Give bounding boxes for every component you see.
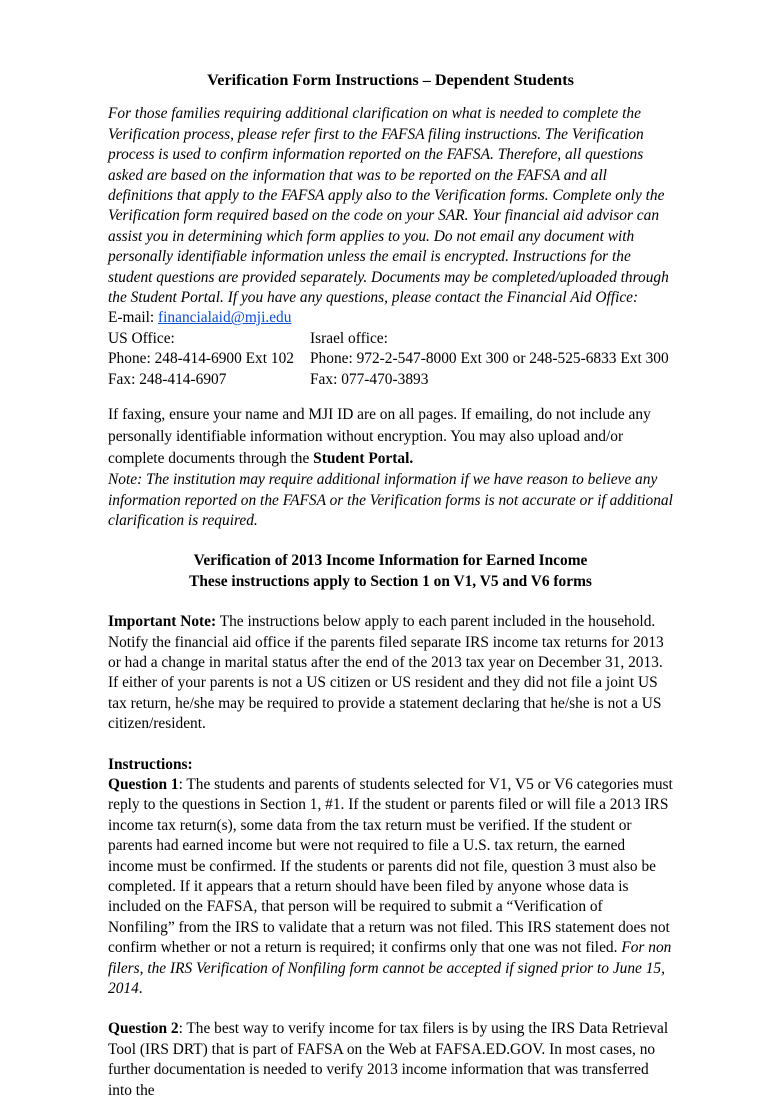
section-heading-line1: Verification of 2013 Income Information for Earned Income (193, 552, 588, 570)
israel-office (310, 329, 673, 390)
us-office (108, 329, 310, 390)
us-office-heading: US Office: (108, 329, 175, 347)
important-note-paragraph (108, 612, 673, 734)
institution-note: Note: The institution may require additional information if we have reason to believe any information reported on the FAFSA or the Verification forms is not accurate or if additional clarification is required. (108, 471, 673, 529)
us-office-phone: Phone: 248-414-6900 Ext 102 (108, 350, 294, 368)
israel-office-phone: Phone: 972-2-547-8000 Ext 300 or 248-525-6833 Ext 300 (310, 350, 669, 368)
important-note-label: Important Note: (108, 613, 217, 631)
important-note-text: The instructions below apply to each parent included in the household. Notify the financial aid office if the parents filed separate IRS income tax returns for 2013 or had a change in marital status after the end of the 2013 tax year on December 31, 2013. If either of your parents is not a US citizen or US resident and they did not file a joint US tax return, he/she may be required to provide a statement declaring that he/she is not a US citizen/resident. (108, 613, 664, 733)
us-office-fax: Fax: 248-414-6907 (108, 370, 227, 388)
email-link[interactable]: financialaid@mji.edu (158, 309, 292, 327)
page-title: Verification Form Instructions – Dependent Students (207, 71, 574, 89)
question-1-text: : The students and parents of students selected for V1, V5 or V6 categories must reply to the questions in Section 1, #1. If the student or parents filed or will file a 2013 IRS income tax return(s), some data from the tax return must be verified. If the student or parents had earned income but were not required to file a U.S. tax return, the earned income must be confirmed. If the students or parents did not file, question 3 must also be completed. If it appears that a return should have been filed by anyone whose data is included on the FAFSA, that person will be required to submit a “Verification of Nonfiling” from the IRS to validate that a return was not filed. This IRS statement does not confirm whether or not a return is required; it confirms only that one was not filed. (108, 775, 673, 957)
contact-offices (108, 329, 673, 390)
section-heading-line2: These instructions apply to Section 1 on V1, V5 and V6 forms (189, 572, 592, 590)
section-heading (108, 551, 673, 592)
email-label: E-mail: (108, 309, 159, 327)
question-2-label: Question 2 (108, 1020, 179, 1038)
question-1-end: . (138, 980, 143, 998)
instructions-heading: Instructions: (108, 755, 193, 773)
faxing-text: If faxing, ensure your name and MJI ID are on all pages. If emailing, do not include any personally identifiable information without encryption. You may also upload and/or complete documents through the (108, 406, 651, 468)
email-line (108, 308, 673, 328)
question-1-paragraph (108, 775, 673, 999)
question-1-label: Question 1 (108, 775, 179, 793)
question-2-paragraph (108, 1019, 673, 1101)
faxing-paragraph (108, 404, 673, 470)
question-2-text: : The best way to verify income for tax filers is by using the IRS Data Retrieval Tool (IRS DRT) that is part of FAFSA on the Web at FAFSA.ED.GOV. In most cases, no further documentation is needed to verify 2013 income information that was transferred into the (108, 1020, 669, 1099)
intro-paragraph: For those families requiring additional clarification on what is needed to complete the Verification process, please refer first to the FAFSA filing instructions. The Verification process is used to confirm information reported on the FAFSA. Therefore, all questions asked are based on the information that was to be reported on the FAFSA and all definitions that apply to the FAFSA apply also to the Verification forms. Complete only the Verification form required based on the code on your SAR. Your financial aid advisor can assist you in determining which form applies to you. Do not email any document with personally identifiable information unless the email is encrypted. Instructions for the student questions are provided separately. Documents may be completed/uploaded through the Student Portal. If you have any questions, please contact the Financial Aid Office: (108, 105, 669, 307)
israel-office-heading: Israel office: (310, 329, 388, 347)
student-portal-text: Student Portal. (313, 450, 414, 468)
question-1-italic: For non filers, the IRS Verification of Nonfiling form cannot be accepted if signed prior to June 15, 2014 (108, 939, 672, 998)
israel-office-fax: Fax: 077-470-3893 (310, 370, 429, 388)
